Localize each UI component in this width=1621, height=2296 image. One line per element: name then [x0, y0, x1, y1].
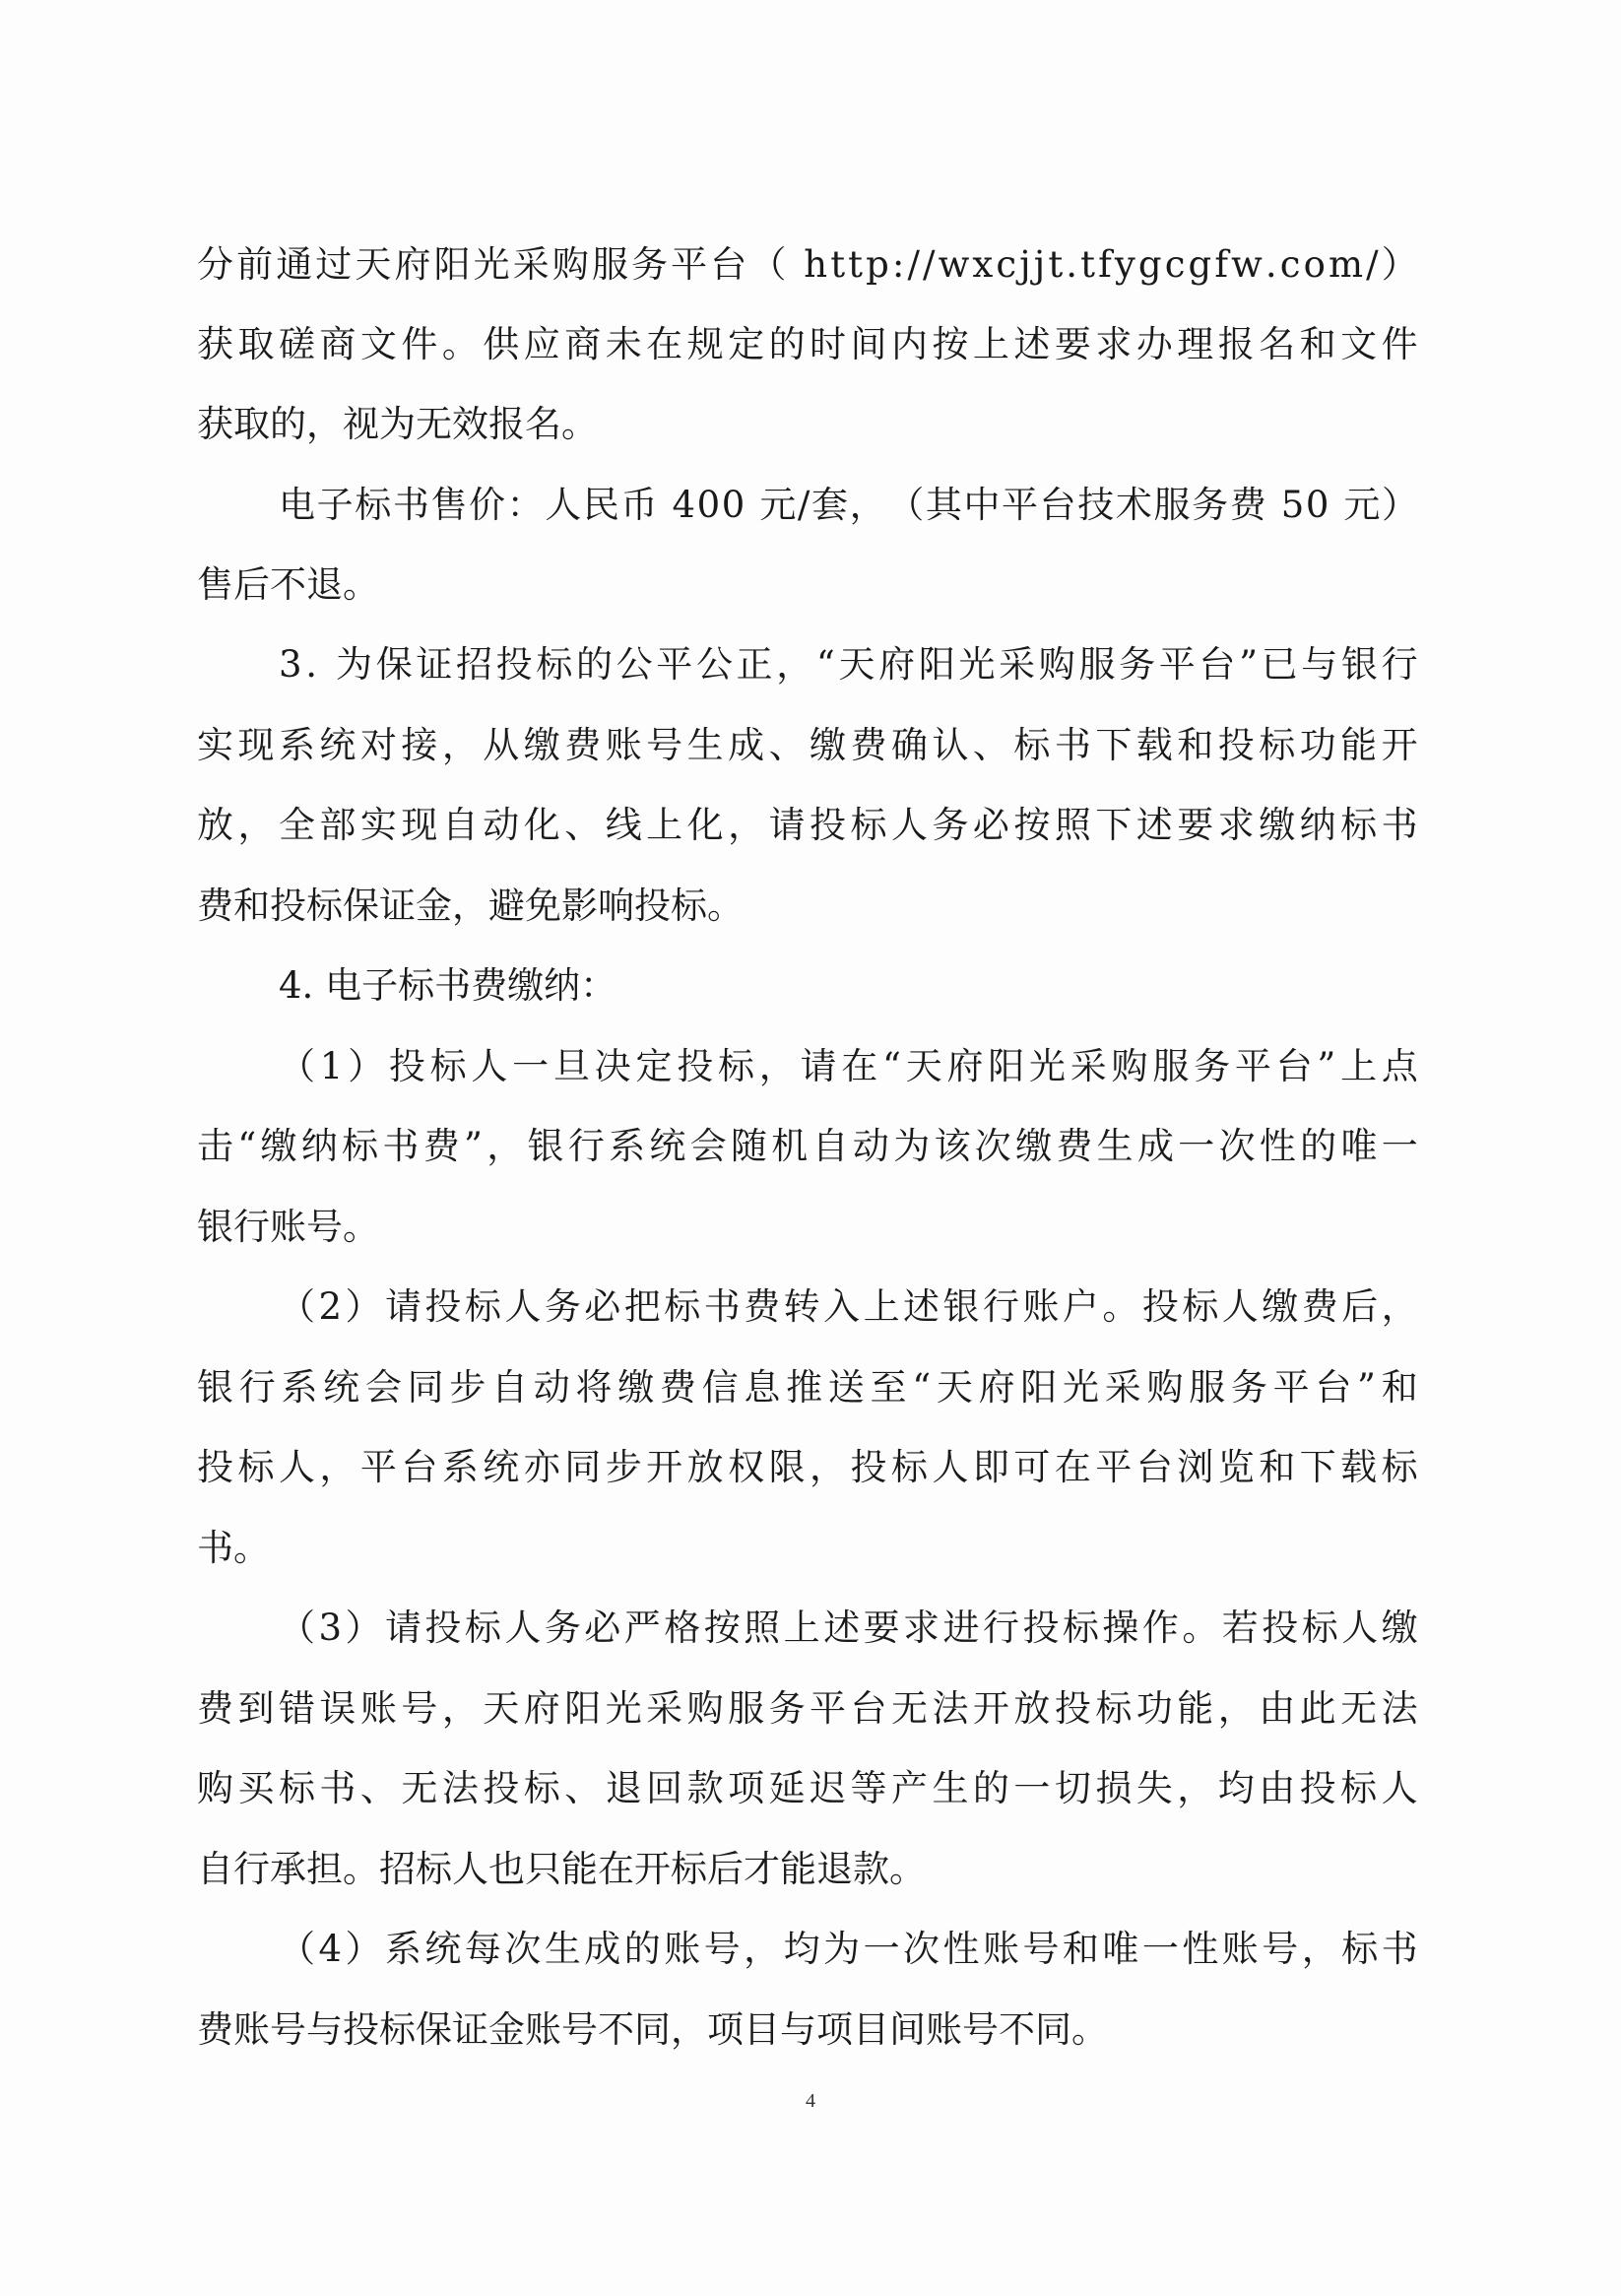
text-line: （ 1 ） 投 标 人 一 旦 决 定 投 标 ， 请 在 “ 天 府 阳 光 采 购 服 务 平 台 ” 上 点 — [279, 1045, 1418, 1087]
text-line: 4. 电子标书费缴纳： — [279, 964, 617, 1007]
text-line: 书。 — [197, 1527, 270, 1569]
text-line: 费 到 错 误 账 号 ， 天 府 阳 光 采 购 服 务 平 台 无 法 开 放 投 标 功 能 ， 由 此 无 法 — [197, 1687, 1418, 1730]
text-line: （ 3 ） 请 投 标 人 务 必 严 格 按 照 上 述 要 求 进 行 投 标 操 作 。 若 投 标 人 缴 — [279, 1607, 1418, 1649]
text-line: （ 2 ） 请 投 标 人 务 必 把 标 书 费 转 入 上 述 银 行 账 户 。 投 标 人 缴 费 后 ， — [279, 1285, 1418, 1328]
text-line: 实 现 系 统 对 接 ， 从 缴 费 账 号 生 成 、 缴 费 确 认 、 标 书 下 载 和 投 标 功 能 开 — [197, 724, 1418, 766]
text-line: 放 ， 全 部 实 现 自 动 化 、 线 上 化 ， 请 投 标 人 务 必 按 照 下 述 要 求 缴 纳 标 书 — [197, 804, 1418, 846]
text-line: 获取的，视为无效报名。 — [197, 403, 598, 445]
text-line: 击 “ 缴 纳 标 书 费 ” ， 银 行 系 统 会 随 机 自 动 为 该 次 缴 费 生 成 一 次 性 的 唯 一 — [197, 1125, 1418, 1167]
text-line: 银行账号。 — [197, 1206, 379, 1248]
text-line: 投 标 人 ， 平 台 系 统 亦 同 步 开 放 权 限 ， 投 标 人 即 可 在 平 台 浏 览 和 下 载 标 — [197, 1446, 1418, 1488]
text-line: 3 . 为 保 证 招 投 标 的 公 平 公 正 ， “ 天 府 阳 光 采 购 服 务 平 台 ” 已 与 银 行 — [279, 643, 1418, 686]
text-line: 分 前 通 过 天 府 阳 光 采 购 服 务 平 台 （ h t t p : / / w x c j j t . t f y g c g f w . c o m / ） — [197, 243, 1418, 286]
text-line: 自行承担。招标人也只能在开标后才能退款。 — [197, 1848, 926, 1890]
text-line: 费和投标保证金，避免影响投标。 — [197, 885, 744, 927]
text-line: 获 取 磋 商 文 件 。 供 应 商 未 在 规 定 的 时 间 内 按 上 述 要 求 办 理 报 名 和 文 件 — [197, 323, 1418, 365]
text-line: 银 行 系 统 会 同 步 自 动 将 缴 费 信 息 推 送 至 “ 天 府 阳 光 采 购 服 务 平 台 ” 和 — [197, 1366, 1418, 1409]
text-line: 购 买 标 书 、 无 法 投 标 、 退 回 款 项 延 迟 等 产 生 的 一 切 损 失 ， 均 由 投 标 人 — [197, 1767, 1418, 1809]
text-line: 费账号与投标保证金账号不同，项目与项目间账号不同。 — [197, 2008, 1108, 2051]
text-line: （ 4 ） 系 统 每 次 生 成 的 账 号 ， 均 为 一 次 性 账 号 和 唯 一 性 账 号 ， 标 书 — [279, 1928, 1418, 1970]
text-line: 售后不退。 — [197, 563, 379, 606]
text-line: 电 子 标 书 售 价 ： 人 民 币 4 0 0 元 / 套 ， （ 其 中 平 台 技 术 服 务 费 5 0 元 ） — [279, 484, 1418, 526]
page-number: 4 — [806, 2090, 815, 2112]
